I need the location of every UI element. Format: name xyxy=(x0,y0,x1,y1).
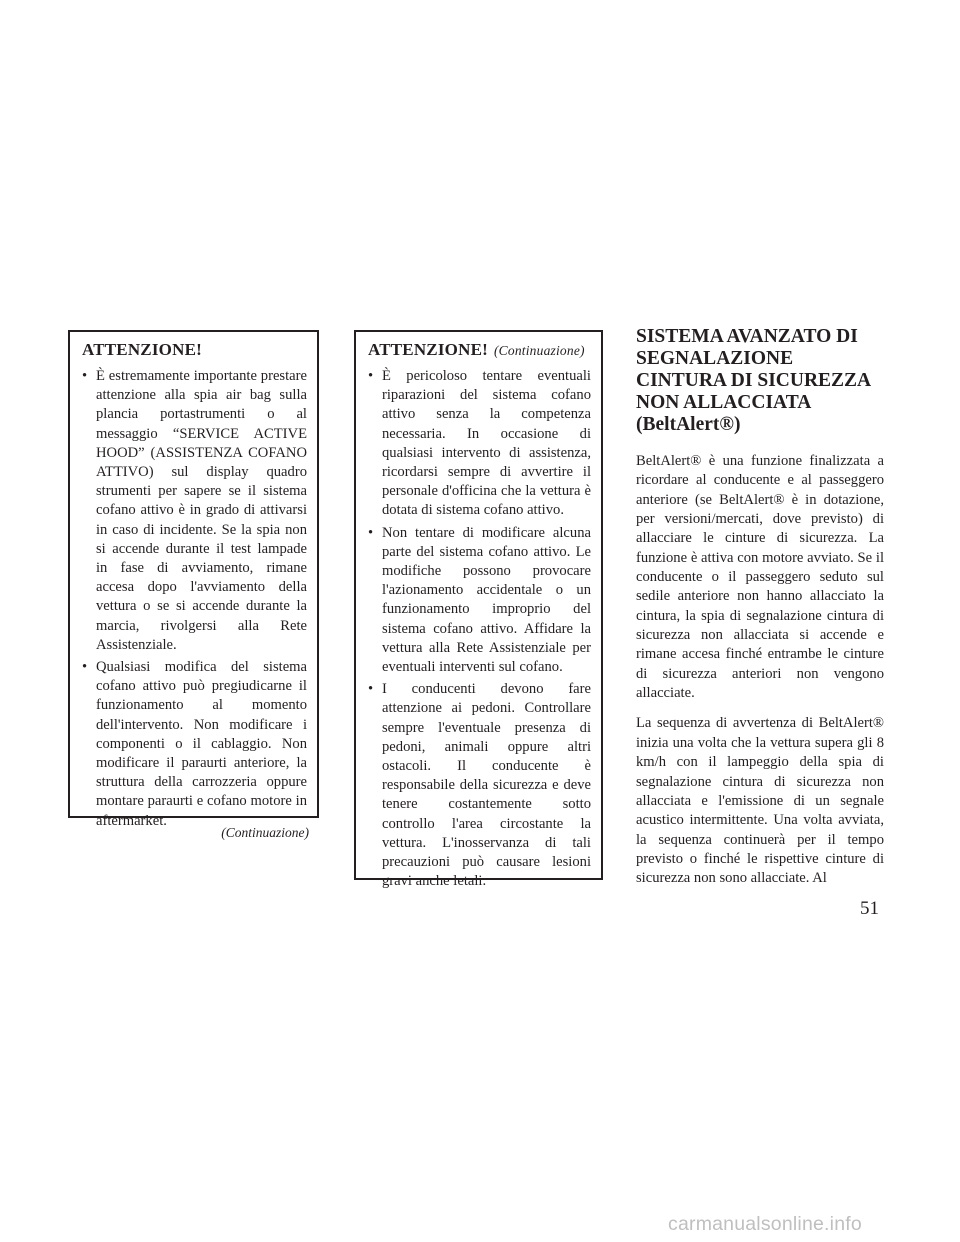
warning-bullet xyxy=(82,367,307,655)
beltalert-section xyxy=(636,326,884,900)
warning-bullet xyxy=(368,524,591,678)
page-number: 51 xyxy=(860,898,879,919)
bullet-icon: • xyxy=(82,659,88,676)
warning-title-text: ATTENZIONE! xyxy=(368,340,488,359)
warning-box-2 xyxy=(354,330,603,890)
warning-bullet-list xyxy=(82,367,307,831)
section-paragraph: La sequenza di avvertenza di BeltAlert® inizia una volta che la vettura supera gli 8 km/h con il lampeggio della spia di segnalazione cintura di sicurezza non allacciata e l'emissione di un segnale acustico intermittente. Una volta avviata, la sequenza continuerà per il tempo previsto o finché le rispettive cinture di sicurezza non sono allacciate. Al xyxy=(636,715,884,887)
warning-bullet-text: I conducenti devono fare attenzione ai pedoni. Controllare sempre l'eventuale presenza di pedoni, animali oppure altri ostacoli. Il conducente è responsabile della sicurezza e deve tenere costantemente sotto controllo l'area circostante la vettura. L'inosservanza di tali precauzioni può causare lesioni gravi anche letali. xyxy=(382,681,591,890)
warning-bullet xyxy=(368,367,591,521)
warning-title xyxy=(368,340,591,360)
continued-label: (Continuazione) xyxy=(221,825,309,840)
warning-bullet-list xyxy=(368,367,591,891)
section-title: SISTEMA AVANZATO DI SEGNALAZIONE CINTURA DI SICUREZZA NON ALLACCIATA (BeltAlert®) xyxy=(636,326,871,435)
warning-bullet xyxy=(82,658,307,831)
warning-bullet xyxy=(368,680,591,891)
warning-bullet-text: Qualsiasi modifica del sistema cofano attivo può pregiudicarne il funzionamento al momento dell'intervento. Non modificare i componenti o il cablaggio. Non modificare il paraurti anteriore, la struttura della carrozzeria oppure montare paraurti e cofano motore in aftermarket. xyxy=(96,659,307,829)
bullet-icon: • xyxy=(82,368,88,384)
bullet-icon: • xyxy=(368,368,374,384)
watermark: carmanualsonline.info xyxy=(668,1213,862,1235)
warning-bullet-text: È pericoloso tentare eventuali riparazioni del sistema cofano attivo senza la competenza necessaria. In occasione di qualsiasi intervento di assistenza, ricordarsi sempre di avvertire il personale d'officina che la vettura è dotata di sistema cofano attivo. xyxy=(382,368,591,519)
bullet-icon: • xyxy=(368,524,374,541)
warning-bullet-text: È estremamente importante prestare attenzione alla spia air bag sulla plancia portastrumenti o al messaggio “SERVICE ACTIVE HOOD” (ASSISTENZA COFANO ATTIVO) sul display quadro strumenti per sapere se il sistema cofano attivo è in grado di attivarsi in caso di incidente. Se la spia non si accende durante il test lampade in fase di avviamento, rimane accesa dopo l'avviamento della vettura o se si accende durante la marcia, rivolgersi alla Rete Assistenziale. xyxy=(96,368,307,653)
warning-title-continued: (Continuazione) xyxy=(493,343,585,358)
section-paragraph: BeltAlert® è una funzione finalizzata a ricordare al conducente e al passeggero anteriore (se BeltAlert® è in dotazione, per versioni/mercati, dove previsto) di allacciare le cinture di sicurezza. La funzione è attiva con motore avviato. Se il conducente o il passeggero seduto sul sedile anteriore non hanno allacciato la cintura, la spia di segnalazione cintura di sicurezza non allacciata si accende e rimane accesa finché entrambe le cinture di sicurezza anteriori non vengono allacciate. xyxy=(636,453,884,702)
warning-title: ATTENZIONE! xyxy=(82,340,202,359)
warning-box-1 xyxy=(68,330,319,829)
bullet-icon: • xyxy=(368,681,374,698)
warning-bullet-text: Non tentare di modificare alcuna parte del sistema cofano attivo. Le modifiche possono provocare l'azionamento accidentale o un funzionamento improprio del sistema cofano attivo. Affidare la vettura alla Rete Assistenziale per eventuali interventi sul cofano. xyxy=(382,524,591,676)
